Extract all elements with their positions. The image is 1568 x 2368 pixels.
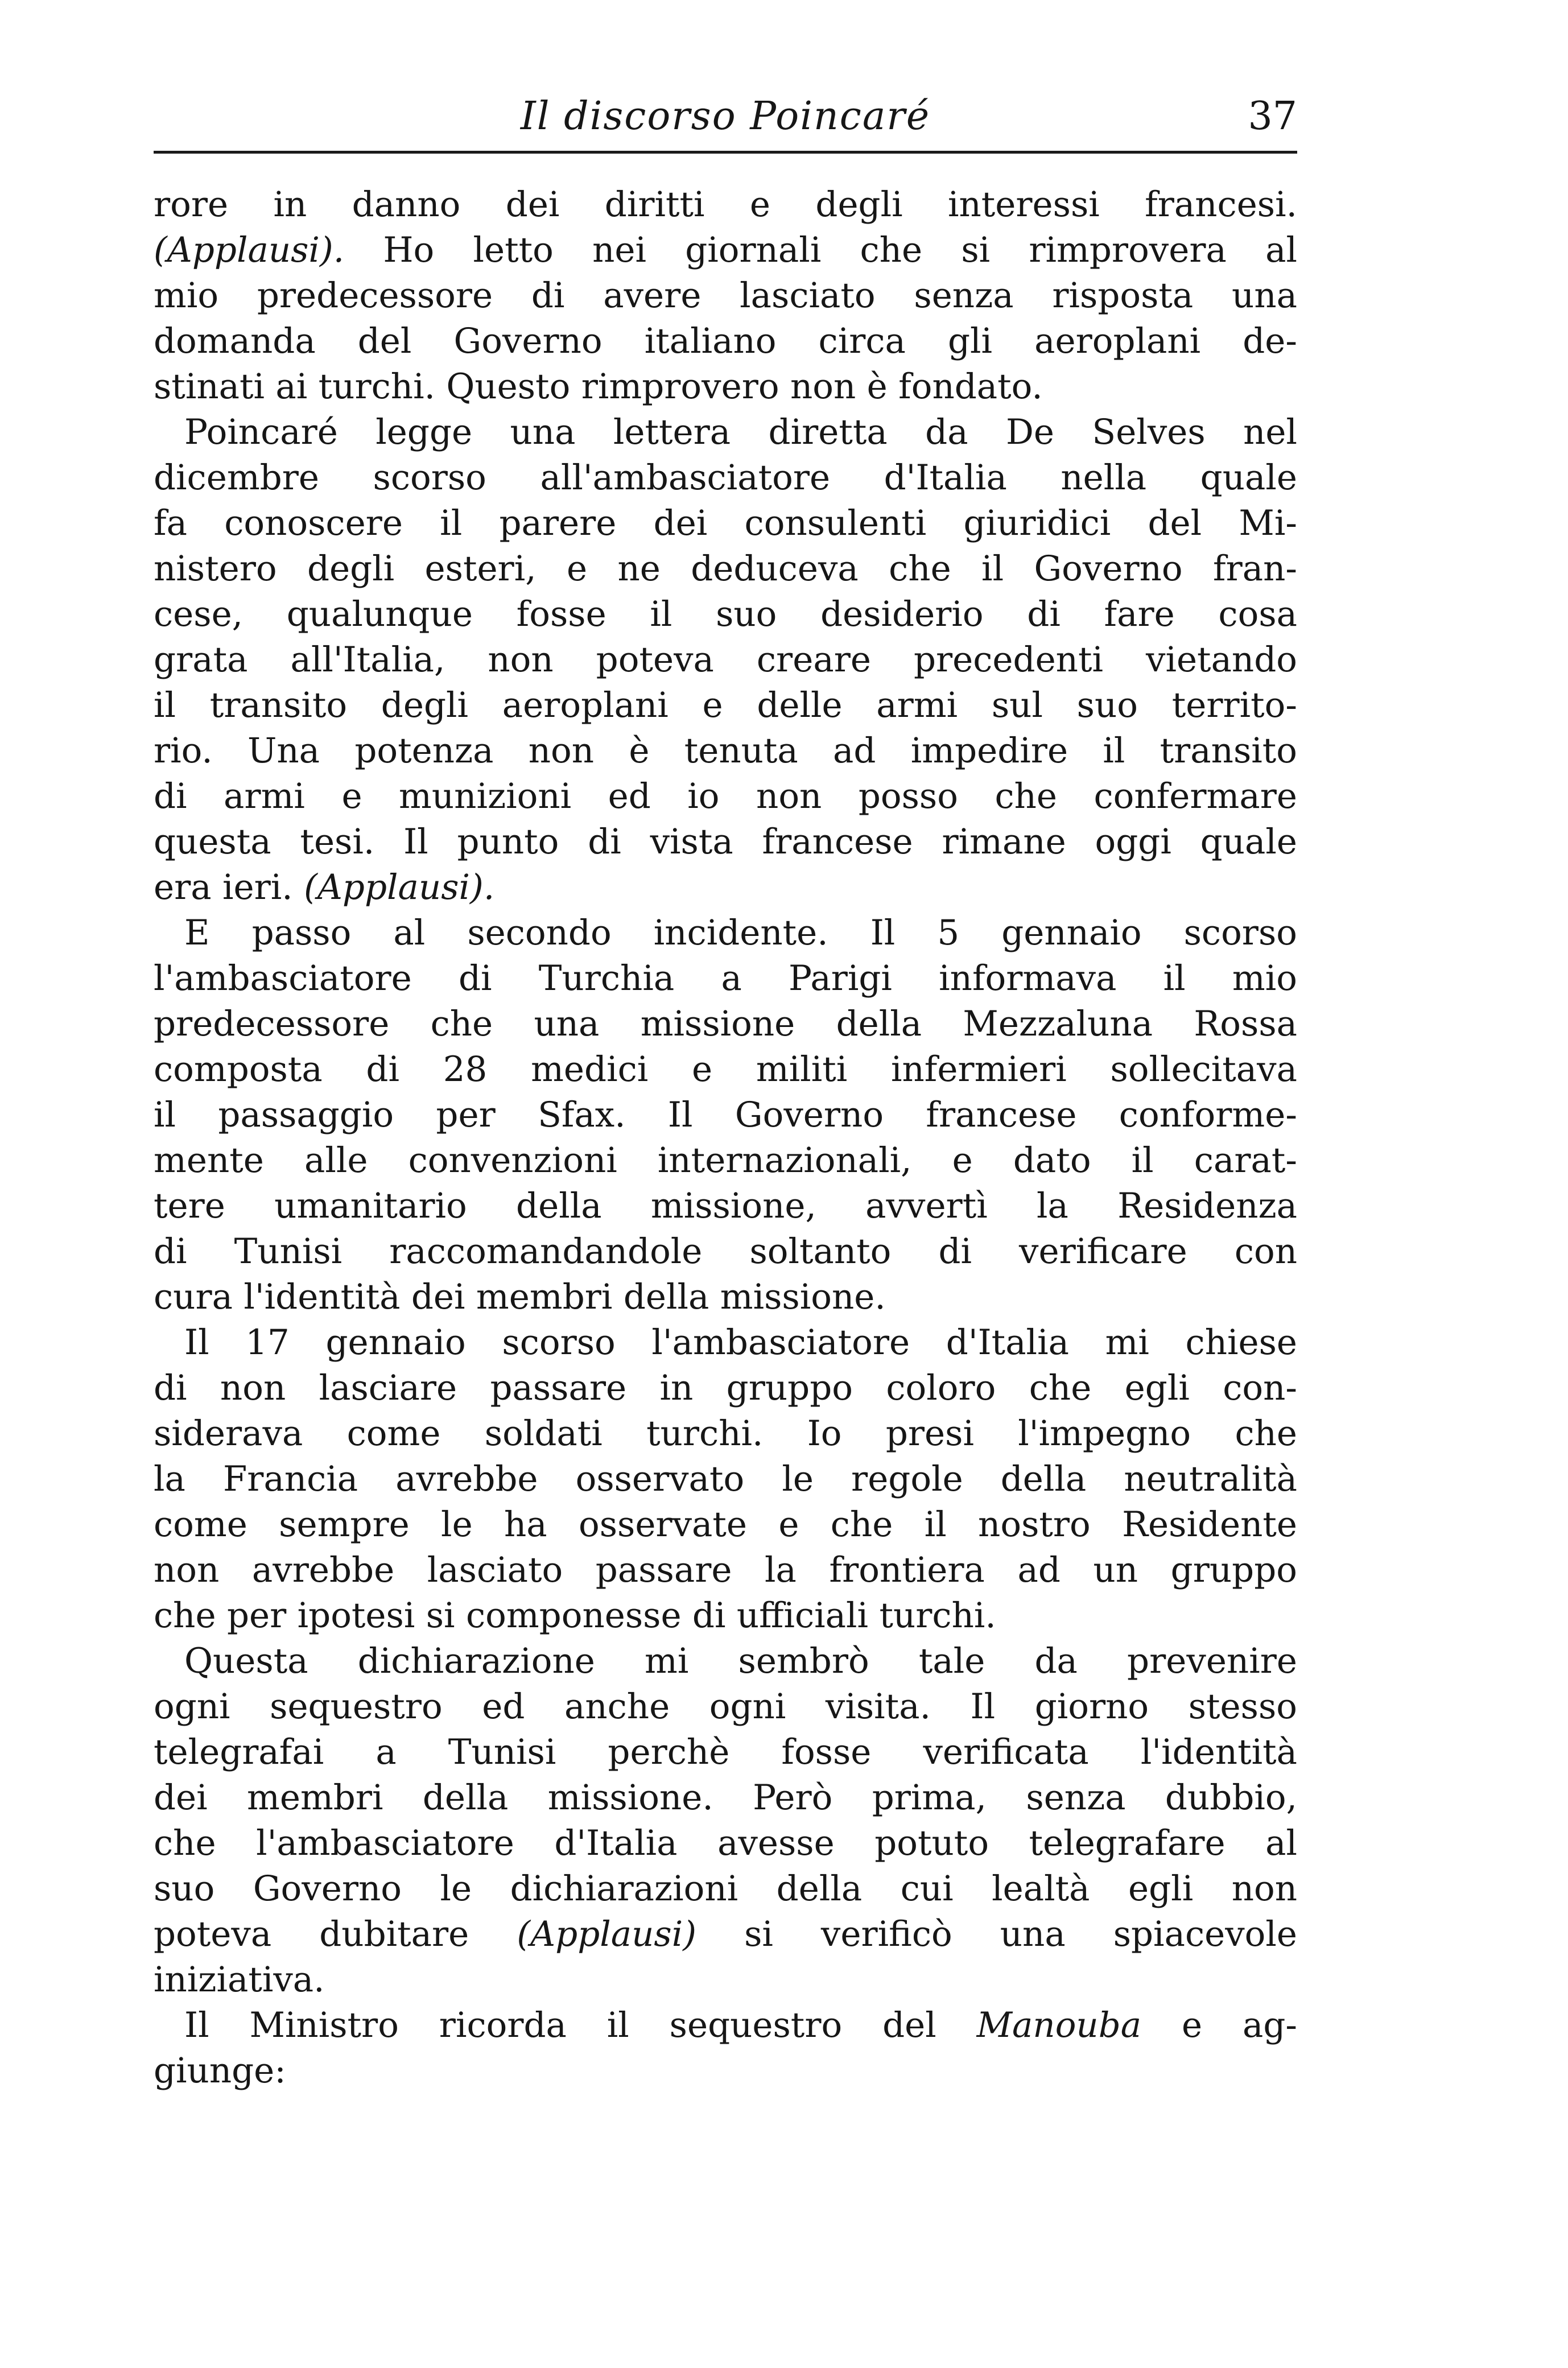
text-line: che l'ambasciatore d'Italia avesse potuto telegrafare al <box>154 1823 1297 1863</box>
text-line: cese, qualunque fosse il suo desiderio di fare cosa <box>154 594 1297 634</box>
text-line: che per ipotesi si componesse di ufficiali turchi. <box>154 1595 996 1636</box>
paragraph-start-line: Il 17 gennaio scorso l'ambasciatore d'Italia mi chiese <box>184 1322 1297 1363</box>
text-line: cura l'identità dei membri della missione. <box>154 1277 886 1317</box>
text-line: tere umanitario della missione, avvertì la Residenza <box>154 1186 1297 1226</box>
page-header <box>154 88 1297 151</box>
text-line: rore in danno dei diritti e degli interessi francesi. <box>154 184 1297 225</box>
text-line: di Tunisi raccomandandole soltanto di verificare con <box>154 1231 1297 1272</box>
text-line: predecessore che una missione della Mezzaluna Rossa <box>154 1004 1297 1044</box>
text-line: poteva dubitare (Applausi) si verificò una spiacevole <box>154 1914 1297 1954</box>
text-line: questa tesi. Il punto di vista francese rimane oggi quale <box>154 822 1297 862</box>
text-line: fa conoscere il parere dei consulenti giuridici del Mi- <box>154 503 1297 543</box>
paragraph-start-line: Questa dichiarazione mi sembrò tale da prevenire <box>184 1641 1297 1681</box>
text-line: telegrafai a Tunisi perchè fosse verificata l'identità <box>154 1732 1297 1772</box>
text-line: di non lasciare passare in gruppo coloro che egli con- <box>154 1368 1297 1408</box>
paragraph-start-line: Poincaré legge una lettera diretta da De Selves nel <box>184 412 1297 452</box>
text-line: giunge: <box>154 2051 286 2091</box>
text-line: non avrebbe lasciato passare la frontiera ad un gruppo <box>154 1550 1297 1590</box>
text-line: dei membri della missione. Però prima, senza dubbio, <box>154 1777 1297 1818</box>
text-line: domanda del Governo italiano circa gli aeroplani de- <box>154 321 1297 361</box>
text-line: grata all'Italia, non poteva creare precedenti vietando <box>154 640 1297 680</box>
text-line: (Applausi). Ho letto nei giornali che si rimprovera al <box>154 230 1297 270</box>
body-text <box>154 182 1297 2094</box>
text-line: mente alle convenzioni internazionali, e dato il carat- <box>154 1140 1297 1181</box>
text-line: composta di 28 medici e militi infermieri sollecitava <box>154 1049 1297 1090</box>
text-line: di armi e munizioni ed io non posso che confermare <box>154 776 1297 816</box>
text-line: dicembre scorso all'ambasciatore d'Italia nella quale <box>154 457 1297 498</box>
text-line: come sempre le ha osservate e che il nostro Residente <box>154 1504 1297 1545</box>
text-line: ogni sequestro ed anche ogni visita. Il giorno stesso <box>154 1686 1297 1727</box>
text-line: suo Governo le dichiarazioni della cui lealtà egli non <box>154 1868 1297 1909</box>
text-line: siderava come soldati turchi. Io presi l'impegno che <box>154 1413 1297 1454</box>
text-line: mio predecessore di avere lasciato senza risposta una <box>154 275 1297 316</box>
text-line: la Francia avrebbe osservato le regole della neutralità <box>154 1459 1297 1499</box>
header-rule <box>154 151 1297 154</box>
text-line: l'ambasciatore di Turchia a Parigi informava il mio <box>154 958 1297 999</box>
text-line: nistero degli esteri, e ne deduceva che il Governo fran- <box>154 548 1297 589</box>
text-line: era ieri. (Applausi). <box>154 867 495 907</box>
text-line: iniziativa. <box>154 1959 325 2000</box>
paragraph-start-line: Il Ministro ricorda il sequestro del Manouba e ag- <box>184 2005 1297 2045</box>
running-title: Il discorso Poincaré <box>520 94 931 139</box>
text-line: il transito degli aeroplani e delle armi sul suo territo- <box>154 685 1297 725</box>
paragraph-start-line: E passo al secondo incidente. Il 5 gennaio scorso <box>184 913 1297 953</box>
text-line: rio. Una potenza non è tenuta ad impedire il transito <box>154 731 1297 771</box>
page-number: 37 <box>1248 94 1297 139</box>
text-line: stinati ai turchi. Questo rimprovero non è fondato. <box>154 366 1043 407</box>
text-line: il passaggio per Sfax. Il Governo francese conforme- <box>154 1095 1297 1135</box>
